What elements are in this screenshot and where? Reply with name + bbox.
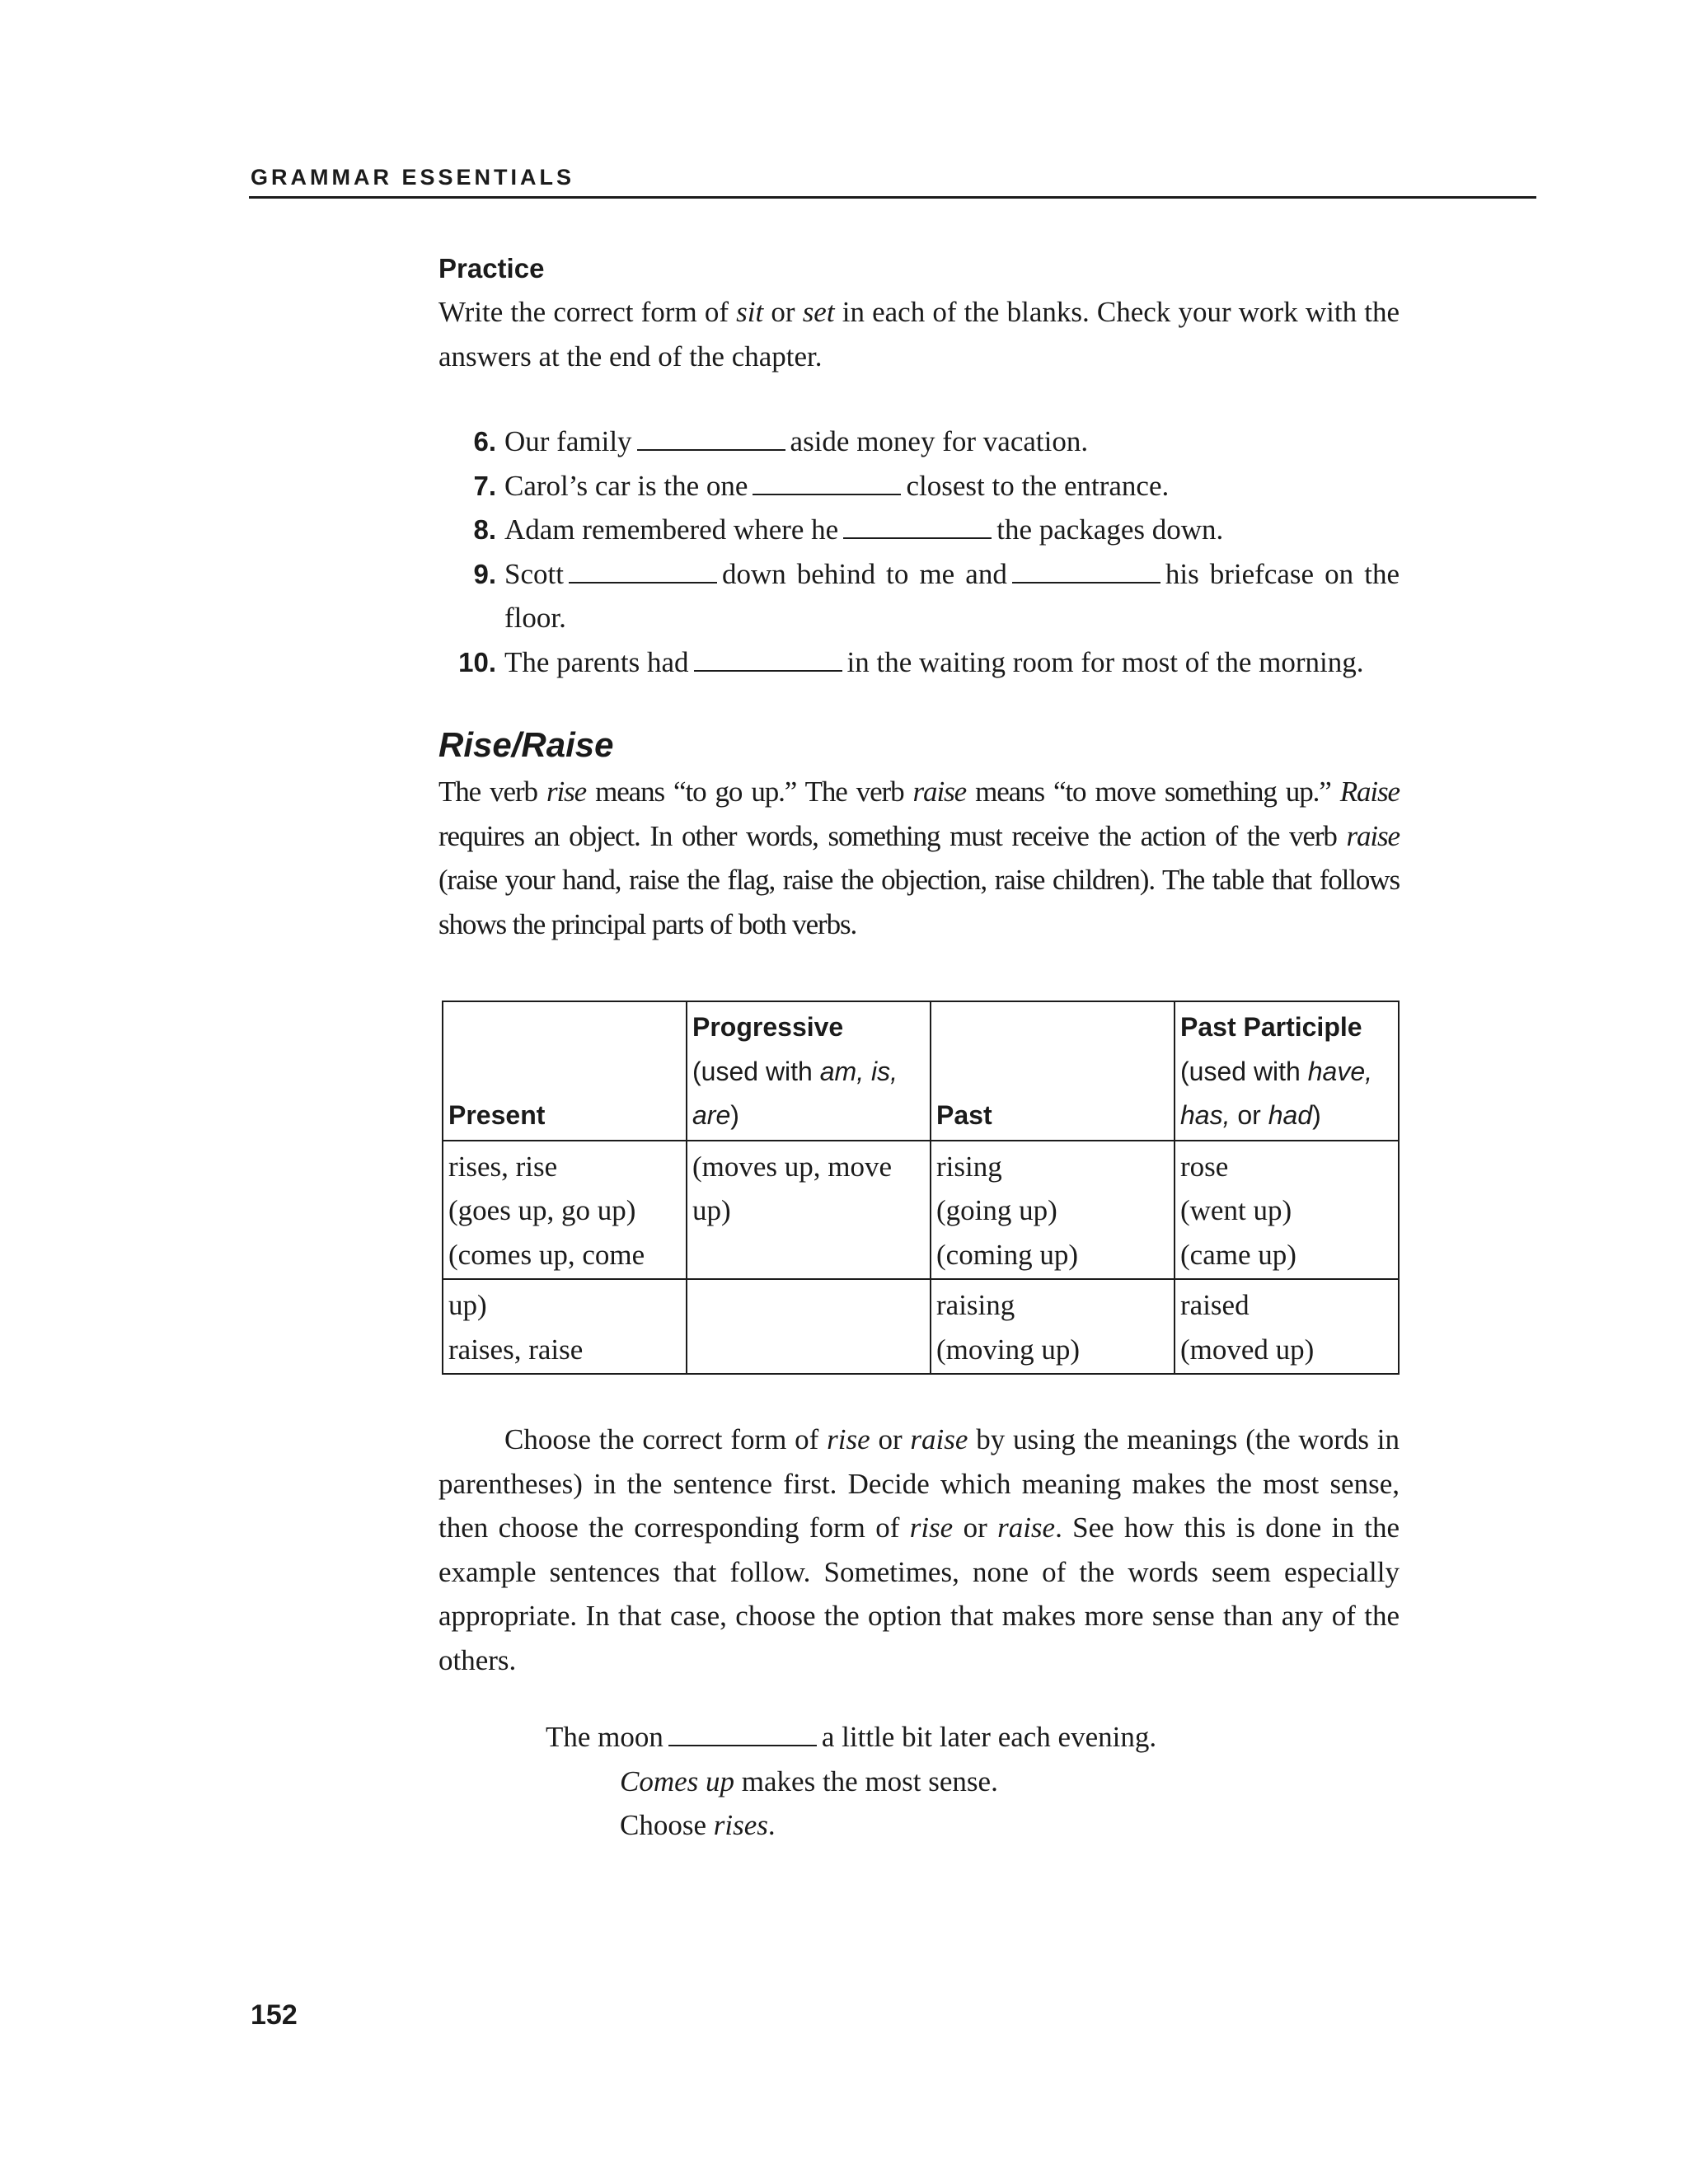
practice-instructions: Write the correct form of sit or set in each of the blanks. Check your work with the answers at the end of the chapter. [438, 296, 1400, 373]
example-sentence: The moon a little bit later each evening. [546, 1721, 1157, 1753]
practice-heading: Practice [438, 253, 545, 284]
header-past: Past [931, 1001, 1175, 1141]
example-meaning: Comes up makes the most sense. [620, 1765, 998, 1797]
item-number: 7. [473, 470, 496, 501]
section-intro: The verb rise means “to go up.” The verb raise means “to move something up.” Raise requires an object. In other words, something must receive the action of the verb raise (raise your hand, raise the flag, raise the objection, raise children). The table that follows shows the principal parts of both verbs. [438, 776, 1400, 940]
cell-progressive: (moves up, move up) [687, 1141, 931, 1280]
practice-list [438, 419, 1400, 684]
table-row [443, 1141, 1399, 1280]
answer-blank [1012, 559, 1160, 583]
cell-present: rises, rise (goes up, go up) (comes up, come [443, 1141, 687, 1280]
item-number: 8. [473, 514, 496, 545]
example-block [546, 1715, 1400, 1848]
section-title: Rise/Raise [438, 725, 614, 764]
item-number: 9. [473, 558, 496, 589]
header-rule [249, 196, 1536, 199]
header-present: Present [443, 1001, 687, 1141]
answer-blank [694, 647, 842, 672]
answer-blank [668, 1722, 817, 1746]
principal-parts-table [442, 1001, 1400, 1375]
table-header-row [443, 1001, 1399, 1141]
practice-item-7: 7. Carol’s car is the one closest to the entrance. [438, 464, 1400, 509]
item-number: 10. [458, 646, 496, 677]
answer-blank [843, 514, 992, 539]
table-row [443, 1279, 1399, 1374]
cell-past: rising (going up) (coming up) [931, 1141, 1175, 1280]
running-head: GRAMMAR ESSENTIALS [251, 165, 575, 190]
practice-item-9: 9. Scott down behind to me and his briefcase on the floor. [438, 552, 1400, 640]
example-choice: Choose rises. [620, 1809, 776, 1841]
header-progressive: Progressive (used with am, is, are) [687, 1001, 931, 1141]
item-number: 6. [473, 426, 496, 457]
explanation-paragraph: Choose the correct form of rise or raise by using the meanings (the words in parentheses) in the sentence first. Decide which meaning makes the most sense, then choose the corresponding form of rise or raise. See how this is done in the example sentences that follow. Sometimes, none of the words seem especially appropriate. In that case, choose the option that makes more sense than any of the others. [438, 1423, 1400, 1676]
practice-item-6: 6. Our family aside money for vacation. [438, 419, 1400, 464]
answer-blank [753, 471, 901, 495]
practice-item-8: 8. Adam remembered where he the packages down. [438, 508, 1400, 552]
page-number: 152 [251, 1999, 298, 2031]
answer-blank [637, 426, 785, 451]
header-past-participle: Past Participle (used with have, has, or had) [1175, 1001, 1399, 1141]
cell-past: raising (moving up) [931, 1279, 1175, 1374]
cell-past-participle: rose (went up) (came up) [1175, 1141, 1399, 1280]
cell-past-participle: raised (moved up) [1175, 1279, 1399, 1374]
cell-progressive [687, 1279, 931, 1374]
cell-present: up) raises, raise [443, 1279, 687, 1374]
page-content [438, 247, 1400, 1848]
practice-item-10: 10. The parents had in the waiting room for most of the morning. [438, 640, 1400, 685]
answer-blank [569, 559, 717, 583]
